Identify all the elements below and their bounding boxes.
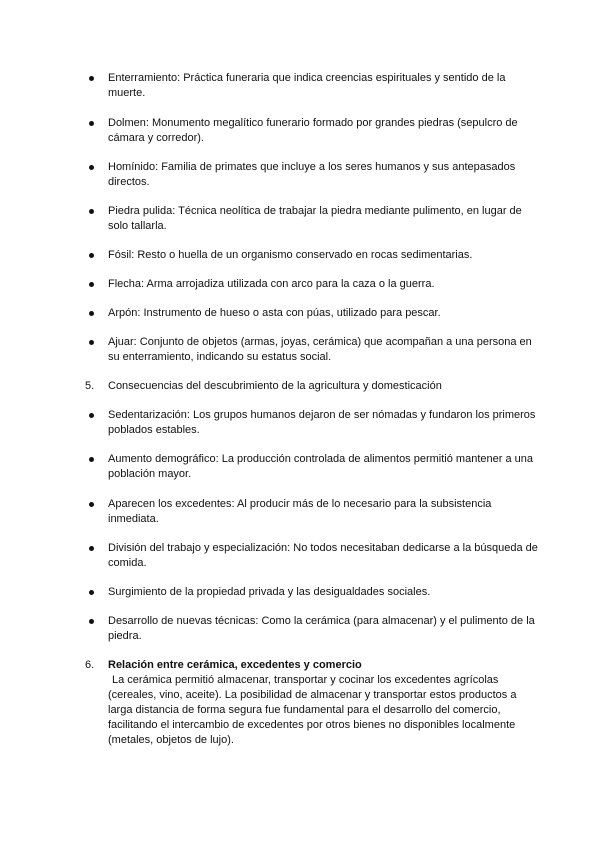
list-item-text: Aparecen los excedentes: Al producir más de lo necesario para la subsistencia inmediata. <box>108 498 492 525</box>
document-page: Enterramiento: Práctica funeraria que indica creencias espirituales y sentido de la muerte. Dolmen: Monumento megalítico funerario formado por grandes piedras (sepulcro de cámara y corredor). Homínido: Familia de primates que incluye a los seres humanos y sus antepasados directos. Piedra pulida: Técnica neolítica de trabajar la piedra mediante pulimento, en lugar de solo tallarla. Fósil: Resto o huella de un organismo conservado en rocas sedimentarias. Flecha: Arma arrojadiza utilizada con arco para la caza o la guerra. Arpón: Instrumento de hueso o asta con púas, utilizado para pescar. Ajuar: Conjunto de objetos (armas, joyas, cerámica) que acompañan a una persona en su enterramiento, indicando su estatus social. 5. Consecuencias del descubrimiento de la agricultura y domesticación Sedentarización: Los grupos humanos dejaron de ser nómadas y fundaron los primeros poblados estables. Aumento demográfico: La producción controlada de alimentos permitió mantener a una población mayor. Aparecen los excedentes: Al producir más de lo necesario para la subsistencia inmediata. División del trabajo y especialización: No todos necesitaban dedicarse a la búsqueda de comida. Surgimiento de la propiedad privada y las desigualdades sociales. Desarrollo de nuevas técnicas: Como la cerámica (para almacenar) y el pulimento de la piedra. 6. Relación entre cerámica, excedentes y comercio La cerámica permitió almacenar, transportar y cocinar los excedentes agrícolas (cereales, vino, aceite). La posibilidad de almacenar y transportar estos productos a larga distancia de forma segura fue fundamental para el desarrollo del comercio, facilitando el intercambio de excedentes por otros bienes no disponibles localmente (metales, objetos de lujo). <box>85 72 538 746</box>
list-item-text: Homínido: Familia de primates que incluye a los seres humanos y sus antepasados directos. <box>108 161 516 188</box>
list-item-text: Enterramiento: Práctica funeraria que indica creencias espirituales y sentido de la muerte. <box>108 72 506 99</box>
list-item-text: Arpón: Instrumento de hueso o asta con púas, utilizado para pescar. <box>108 307 441 319</box>
list-item-text: Desarrollo de nuevas técnicas: Como la cerámica (para almacenar) y el pulimento de la piedra. <box>108 615 535 642</box>
list-item-text: Surgimiento de la propiedad privada y las desigualdades sociales. <box>108 586 431 598</box>
list-item-text: Aumento demográfico: La producción controlada de alimentos permitió mantener a una población mayor. <box>108 453 533 480</box>
list-item-text: Dolmen: Monumento megalítico funerario formado por grandes piedras (sepulcro de cámara y corredor). <box>108 117 518 144</box>
section-paragraph: La cerámica permitió almacenar, transportar y cocinar los excedentes agrícolas (cereales, vino, aceite). La posibilidad de almacenar y transportar estos productos a larga distancia de forma segura fue fundamental para el desarrollo del comercio, facilitando el intercambio de excedentes por otros bienes no disponibles localmente (metales, objetos de lujo). <box>108 674 517 746</box>
section-title: Relación entre cerámica, excedentes y comercio <box>108 659 362 671</box>
section-title: Consecuencias del descubrimiento de la agricultura y domesticación <box>108 380 442 392</box>
list-item-text: Sedentarización: Los grupos humanos dejaron de ser nómadas y fundaron los primeros poblados estables. <box>108 409 536 436</box>
section-6-content <box>108 658 538 748</box>
list-item-text: Piedra pulida: Técnica neolítica de trabajar la piedra mediante pulimento, en lugar de solo tallarla. <box>108 205 522 232</box>
list-item-text: Flecha: Arma arrojadiza utilizada con arco para la caza o la guerra. <box>108 278 435 290</box>
list-item-text: Fósil: Resto o huella de un organismo conservado en rocas sedimentarias. <box>108 249 473 261</box>
list-item-text: Ajuar: Conjunto de objetos (armas, joyas, cerámica) que acompañan a una persona en su enterramiento, indicando su estatus social. <box>108 336 532 363</box>
list-item-text: División del trabajo y especialización: No todos necesitaban dedicarse a la búsqueda de comida. <box>108 542 538 569</box>
